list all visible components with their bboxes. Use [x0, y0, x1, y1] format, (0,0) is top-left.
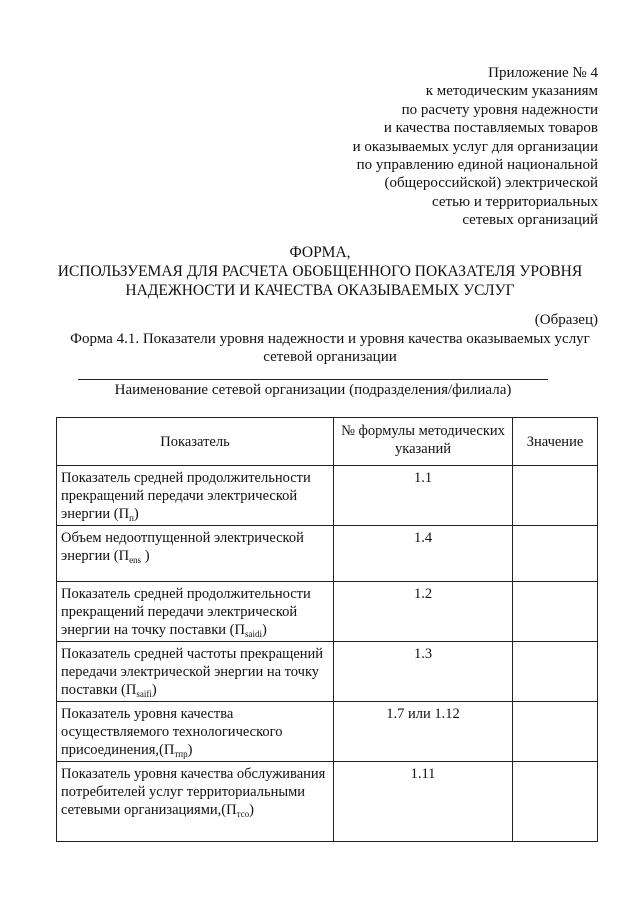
appendix-line: по управлению единой национальной	[356, 157, 598, 174]
indicator-cell	[57, 702, 334, 762]
indicator-close: )	[261, 622, 267, 638]
indicator-close: )	[151, 682, 157, 698]
indicator-cell	[57, 762, 334, 842]
table-row	[57, 642, 598, 702]
indicator-close: )	[249, 802, 254, 818]
sample-label: (Образец)	[534, 312, 598, 328]
indicator-close: )	[133, 506, 139, 522]
value-cell[interactable]	[513, 526, 598, 582]
table-row	[57, 526, 598, 582]
form-caption	[40, 330, 620, 366]
appendix-line: Приложение № 4	[488, 65, 598, 81]
value-cell[interactable]	[513, 466, 598, 526]
formula-cell: 1.11	[334, 762, 513, 842]
formula-cell: 1.1	[334, 466, 513, 526]
value-cell[interactable]	[513, 762, 598, 842]
indicators-table	[56, 417, 598, 842]
title-line: ФОРМА,	[289, 244, 351, 261]
table-row	[57, 702, 598, 762]
form-caption-line: сетевой организации	[263, 349, 397, 365]
indicator-subscript: п	[129, 513, 134, 523]
table-row	[57, 466, 598, 526]
title-line: ИСПОЛЬЗУЕМАЯ ДЛЯ РАСЧЕТА ОБОБЩЕННОГО ПОКАЗАТЕЛЯ УРОВНЯ	[57, 263, 583, 280]
appendix-line: и качества поставляемых товаров	[383, 120, 598, 137]
indicator-subscript: тпр	[174, 749, 188, 759]
indicator-name: Показатель средней продолжительности прекращений передачи электрической энергии на точку поставки (П	[61, 586, 311, 638]
indicator-subscript: saifi	[136, 689, 152, 699]
table-row	[57, 762, 598, 842]
appendix-line: по расчету уровня надежности	[401, 101, 598, 118]
indicator-name: Объем недоотпущенной электрической энергии (П	[61, 530, 304, 564]
indicator-close: )	[141, 548, 150, 564]
title-line: НАДЕЖНОСТИ И КАЧЕСТВА ОКАЗЫВАЕМЫХ УСЛУГ	[125, 282, 515, 299]
indicator-subscript: тсо	[236, 809, 250, 819]
appendix-header	[278, 64, 598, 230]
appendix-line: (общероссийской) электрической	[384, 175, 598, 192]
indicator-cell	[57, 466, 334, 526]
indicator-subscript: ens	[129, 555, 142, 565]
indicator-close: )	[187, 742, 193, 758]
value-cell[interactable]	[513, 582, 598, 642]
org-name-underline	[78, 379, 548, 380]
indicator-name: Показатель уровня качества осуществляемого технологического присоединения,(П	[61, 706, 283, 758]
appendix-line: сетевых организаций	[462, 212, 598, 229]
table-header-row	[57, 418, 598, 466]
value-cell[interactable]	[513, 702, 598, 762]
header-value: Значение	[513, 418, 598, 466]
indicator-name: Показатель средней частоты прекращений передачи электрической энергии на точку поставки (П	[61, 646, 324, 698]
indicator-cell	[57, 642, 334, 702]
value-cell[interactable]	[513, 642, 598, 702]
header-indicator: Показатель	[57, 418, 334, 466]
appendix-line: к методическим указаниям	[425, 83, 598, 100]
document-title	[20, 243, 620, 300]
indicator-subscript: saidi	[244, 629, 262, 639]
indicator-cell	[57, 582, 334, 642]
org-name-label: Наименование сетевой организации (подразделения/филиала)	[114, 382, 512, 398]
formula-cell: 1.2	[334, 582, 513, 642]
form-caption-line: Форма 4.1. Показатели уровня надежности и уровня качества оказываемых услуг	[70, 331, 590, 347]
formula-cell: 1.3	[334, 642, 513, 702]
formula-cell: 1.4	[334, 526, 513, 582]
appendix-line: и оказываемых услуг для организации	[352, 138, 598, 155]
indicator-name: Показатель уровня качества обслуживания потребителей услуг территориальными сетевыми организациями,(П	[61, 766, 326, 818]
indicator-cell	[57, 526, 334, 582]
indicator-name: Показатель средней продолжительности прекращений передачи электрической энергии (П	[61, 470, 311, 522]
header-formula: № формулы методических указаний	[334, 418, 513, 466]
table-row	[57, 582, 598, 642]
formula-cell: 1.7 или 1.12	[334, 702, 513, 762]
appendix-line: сетью и территориальных	[432, 193, 598, 210]
